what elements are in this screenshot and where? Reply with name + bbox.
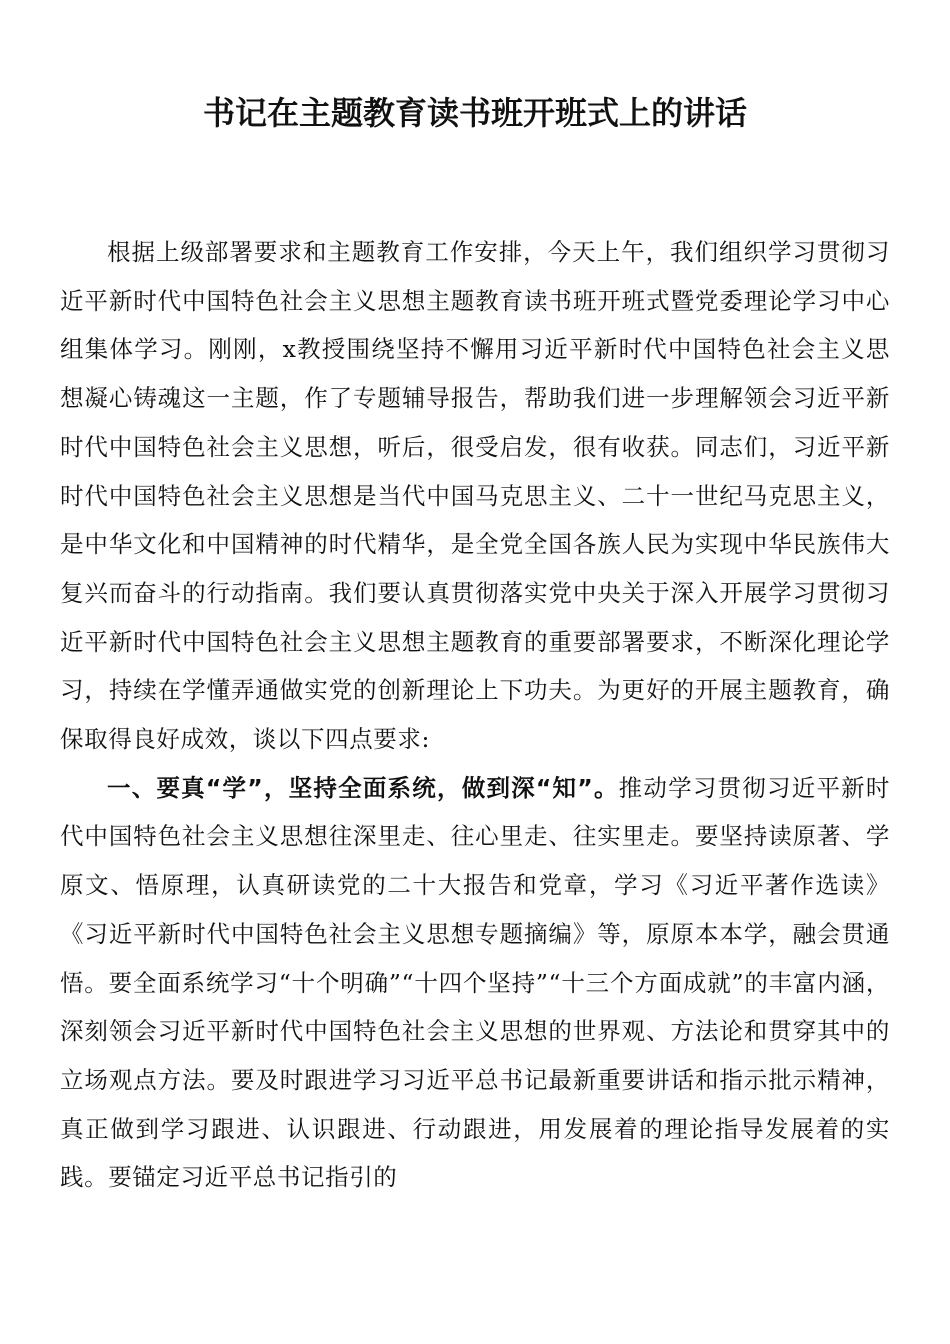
document-title: 书记在主题教育读书班开班式上的讲话 <box>202 94 747 132</box>
section-one-paragraph <box>60 764 890 1202</box>
document-body <box>60 228 890 1202</box>
intro-paragraph <box>60 228 890 764</box>
intro-paragraph-text: 根据上级部署要求和主题教育工作安排，今天上午，我们组织学习贯彻习近平新时代中国特色社会主义思想主题教育读书班开班式暨党委理论学习中心组集体学习。刚刚，x教授围绕坚持不懈用习近平新时代中国特色社会主义思想凝心铸魂这一主题，作了专题辅导报告，帮助我们进一步理解领会习近平新时代中国特色社会主义思想，听后，很受启发，很有收获。同志们，习近平新时代中国特色社会主义思想是当代中国马克思主义、二十一世纪马克思主义，是中华文化和中国精神的时代精华，是全党全国各族人民为实现中华民族伟大复兴而奋斗的行动指南。我们要认真贯彻落实党中央关于深入开展学习贯彻习近平新时代中国特色社会主义思想主题教育的重要部署要求，不断深化理论学习，持续在学懂弄通做实党的创新理论上下功夫。为更好的开展主题教育，确保取得良好成效，谈以下四点要求: <box>60 238 890 754</box>
section-one-heading: 一、要真“学”，坚持全面系统，做到深“知”。 <box>107 773 619 802</box>
section-one-text: 推动学习贯彻习近平新时代中国特色社会主义思想往深里走、往心里走、往实里走。要坚持读原著、学原文、悟原理，认真研读党的二十大报告和党章，学习《习近平著作选读》《习近平新时代中国特色社会主义思想专题摘编》等，原原本本学，融会贯通悟。要全面系统学习“十个明确”“十四个坚持”“十三个方面成就”的丰富内涵，深刻领会习近平新时代中国特色社会主义思想的世界观、方法论和贯穿其中的立场观点方法。要及时跟进学习习近平总书记最新重要讲话和指示批示精神，真正做到学习跟进、认识跟进、行动跟进，用发展着的理论指导发展着的实践。要锚定习近平总书记指引的 <box>60 773 890 1192</box>
